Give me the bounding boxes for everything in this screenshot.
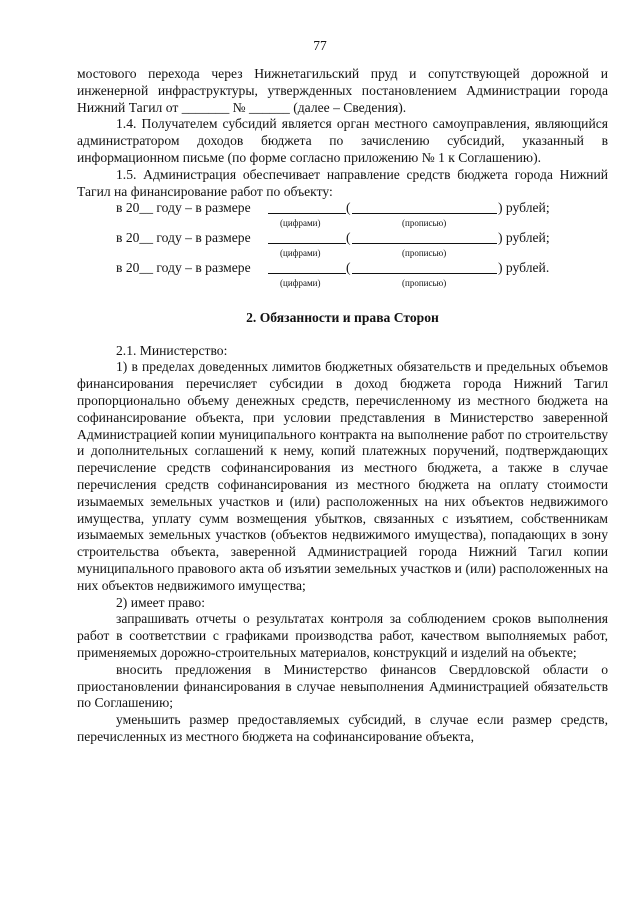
amount-line-3 <box>77 260 608 277</box>
page-number: 77 <box>313 38 327 53</box>
amount-captions-2 <box>77 247 608 260</box>
document-body <box>77 66 608 746</box>
paragraph-right-reduce-subsidies: уменьшить размер предоставляемых субсидий, в случае если размер средств, перечисленных из местного бюджета на софинансирование объекта, <box>77 712 608 744</box>
paragraph-1-4: 1.4. Получателем субсидий является орган местного самоуправления, являющийся администратором доходов бюджета по зачислению субсидий, указанный в информационном письме (по форме согласно приложению № 1 к Соглашению). <box>77 116 608 165</box>
caption-words: (прописью) <box>402 277 447 288</box>
amount-captions-1 <box>77 217 608 230</box>
paragraph-right-proposals: вносить предложения в Министерство финансов Свердловской области о приостановлении финансирования в случае невыполнения Администрацией обязательств по Соглашению; <box>77 661 608 711</box>
amount-line-prefix: в 20__ году – в размере <box>116 259 251 275</box>
digits-blank <box>268 273 346 274</box>
paragraph-2-1-2: 2) имеет право: <box>116 594 206 610</box>
caption-words: (прописью) <box>402 218 447 229</box>
words-blank <box>352 273 497 274</box>
open-paren: ( <box>346 259 351 275</box>
section-heading: 2. Обязанности и права Сторон <box>246 309 439 325</box>
paragraph-right-request-reports: запрашивать отчеты о результатах контроля за соблюдением сроков выполнения работ в соответствии с графиками производства работ, качеством выполняемых работ, применяемых дорожно-строительных материалов, конструкций и изделий на объекте; <box>77 611 608 660</box>
paragraph-continuation: мостового перехода через Нижнетагильский пруд и сопутствующей дорожной и инженерной инфраструктуры, утвержденных постановлением Администрации города Нижний Тагил от _______ № ______ (далее – Сведения). <box>77 66 608 115</box>
caption-digits: (цифрами) <box>280 218 321 229</box>
digits-blank <box>268 213 346 214</box>
caption-digits: (цифрами) <box>280 247 321 258</box>
caption-digits: (цифрами) <box>280 277 321 288</box>
digits-blank <box>268 243 346 244</box>
paragraph-1-5: 1.5. Администрация обеспечивает направление средств бюджета города Нижний Тагил на финансирование работ по объекту: <box>77 166 608 199</box>
amount-captions-3 <box>77 277 608 290</box>
words-blank <box>352 213 497 214</box>
words-blank <box>352 243 497 244</box>
caption-words: (прописью) <box>402 247 447 258</box>
amount-line-suffix: ) рублей. <box>498 259 550 275</box>
amount-line-1 <box>77 200 608 217</box>
open-paren: ( <box>346 200 351 216</box>
amount-line-2 <box>77 230 608 247</box>
amount-line-suffix: ) рублей; <box>498 200 550 216</box>
paragraph-2-1-1: 1) в пределах доведенных лимитов бюджетных обязательств и предельных объемов финансирования перечисляет субсидии в доход бюджета города Нижний Тагил пропорционально объему денежных средств, перечисленному из местного бюджета на софинансирование объекта, при условии представления в Министерство заверенной Администрацией копии муниципального контракта на выполнение работ по строительству и дополнительных соглашений к нему, копий платежных поручений, подтверждающих перечисление средств софинансирования из местного бюджета, а также в случае перечисления средств софинансирования из местного бюджета на оплату стоимости изымаемых земельных участков и (или) расположенных на них объектов недвижимого имущества, уплату сумм возмещения убытков, связанных с изъятием, собственникам изымаемых земельных участков (объектов недвижимого имущества), попадающих в зону строительства объекта, заверенной Администрацией города Нижний Тагил копии муниципального правового акта об изъятии земельных участков и (или) расположенных на них объектов недвижимого имущества; <box>77 359 608 593</box>
amount-line-prefix: в 20__ году – в размере <box>116 200 251 216</box>
paragraph-2-1: 2.1. Министерство: <box>116 342 228 358</box>
amount-line-prefix: в 20__ году – в размере <box>116 230 251 246</box>
open-paren: ( <box>346 230 351 246</box>
amount-line-suffix: ) рублей; <box>498 230 550 246</box>
